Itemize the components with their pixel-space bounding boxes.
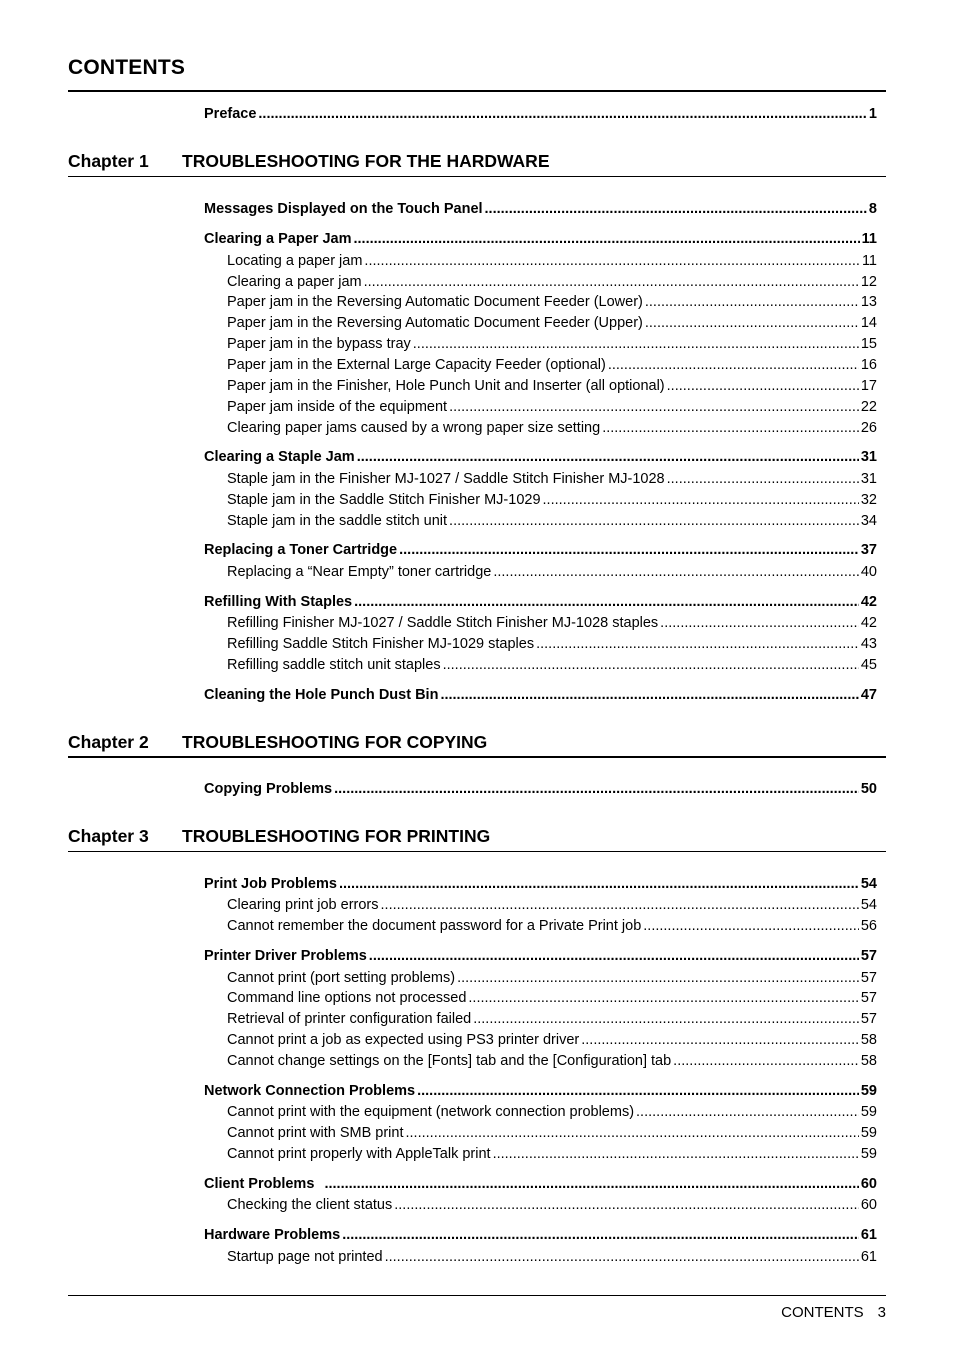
toc-subentry[interactable] bbox=[227, 1249, 877, 1265]
toc-page-number: 47 bbox=[860, 687, 877, 703]
toc-entry-label: Clearing a Paper Jam bbox=[204, 231, 352, 247]
toc-page-number: 59 bbox=[860, 1146, 877, 1162]
toc-entry-label: Clearing a Staple Jam bbox=[204, 449, 355, 465]
dot-leader bbox=[473, 1011, 859, 1027]
dot-leader bbox=[543, 492, 859, 508]
toc-subentry[interactable] bbox=[227, 918, 877, 934]
footer-page-number: 3 bbox=[877, 1304, 886, 1321]
toc-page-number: 34 bbox=[860, 513, 877, 529]
toc-entry-label: Printer Driver Problems bbox=[204, 948, 367, 964]
toc-entry-label: Cannot change settings on the [Fonts] tab and the [Configuration] tab bbox=[227, 1053, 672, 1069]
dot-leader bbox=[468, 990, 858, 1006]
toc-entry-label: Clearing paper jams caused by a wrong paper size setting bbox=[227, 420, 601, 436]
toc-page-number: 13 bbox=[860, 294, 877, 310]
dot-leader bbox=[660, 615, 859, 631]
toc-subentry[interactable] bbox=[227, 1011, 877, 1027]
toc-subentry[interactable] bbox=[227, 1104, 877, 1120]
toc-entry-label: Network Connection Problems bbox=[204, 1083, 416, 1099]
toc-subentry[interactable] bbox=[227, 1032, 877, 1048]
dot-leader bbox=[536, 636, 859, 652]
toc-subentry[interactable] bbox=[227, 615, 877, 631]
toc-entry-label: Startup page not printed bbox=[227, 1249, 383, 1265]
toc-page-number: 42 bbox=[860, 594, 877, 610]
footer-label: CONTENTS bbox=[781, 1304, 864, 1321]
dot-leader bbox=[399, 542, 859, 558]
toc-entry-label: Refilling Finisher MJ-1027 / Saddle Stitch Finisher MJ-1028 staples bbox=[227, 615, 659, 631]
toc-page-number: 57 bbox=[860, 970, 877, 986]
toc-page-number: 42 bbox=[860, 615, 877, 631]
toc-entry-label: Messages Displayed on the Touch Panel bbox=[204, 201, 483, 217]
toc-entry-label: Cannot print with SMB print bbox=[227, 1125, 404, 1141]
toc-page-number: 45 bbox=[860, 657, 877, 673]
toc-page-number: 14 bbox=[860, 315, 877, 331]
toc-page-number: 15 bbox=[860, 336, 877, 352]
toc-section[interactable] bbox=[204, 876, 877, 892]
toc-entry-label: Clearing print job errors bbox=[227, 897, 379, 913]
dot-leader bbox=[354, 594, 859, 610]
dot-leader bbox=[443, 657, 859, 673]
dot-leader bbox=[493, 1146, 859, 1162]
toc-page-number: 58 bbox=[860, 1032, 877, 1048]
toc-entry-label: Staple jam in the saddle stitch unit bbox=[227, 513, 448, 529]
toc-section[interactable] bbox=[204, 1227, 877, 1243]
toc-entry-label: Replacing a Toner Cartridge bbox=[204, 542, 398, 558]
toc-entry-label: Retrieval of printer configuration failed bbox=[227, 1011, 472, 1027]
toc-page-number: 59 bbox=[860, 1125, 877, 1141]
toc-page-number: 54 bbox=[860, 897, 877, 913]
toc-entry-label: Paper jam inside of the equipment bbox=[227, 399, 448, 415]
dot-leader bbox=[364, 253, 860, 269]
dot-leader bbox=[643, 918, 859, 934]
toc-subentry[interactable] bbox=[227, 336, 877, 352]
toc-page-number: 59 bbox=[860, 1104, 877, 1120]
toc-subentry[interactable] bbox=[227, 294, 877, 310]
dot-leader bbox=[357, 449, 859, 465]
toc-entry-label: Cannot print a job as expected using PS3 printer driver bbox=[227, 1032, 580, 1048]
dot-leader bbox=[354, 231, 860, 247]
chapter-rule bbox=[68, 176, 886, 177]
dot-leader bbox=[406, 1125, 859, 1141]
dot-leader bbox=[493, 564, 859, 580]
toc-page-number: 22 bbox=[860, 399, 877, 415]
toc-subentry[interactable] bbox=[227, 357, 877, 373]
chapter-number: Chapter 1 bbox=[68, 151, 149, 171]
dot-leader bbox=[667, 471, 859, 487]
toc-section[interactable] bbox=[204, 231, 877, 247]
toc-page-number: 57 bbox=[860, 948, 877, 964]
toc-section[interactable] bbox=[204, 201, 877, 217]
dot-leader bbox=[413, 336, 859, 352]
toc-page-number: 58 bbox=[860, 1053, 877, 1069]
toc-entry-label: Cannot remember the document password for a Private Print job bbox=[227, 918, 642, 934]
toc-page-number: 1 bbox=[868, 106, 877, 122]
toc-subentry[interactable] bbox=[227, 274, 877, 290]
chapter-rule bbox=[68, 756, 886, 758]
chapter-title: TROUBLESHOOTING FOR COPYING bbox=[182, 732, 488, 752]
dot-leader bbox=[369, 948, 859, 964]
toc-section[interactable] bbox=[204, 1083, 877, 1099]
toc-section[interactable] bbox=[204, 594, 877, 610]
toc-page-number: 57 bbox=[860, 1011, 877, 1027]
toc-page-number: 43 bbox=[860, 636, 877, 652]
toc-entry-label: Staple jam in the Saddle Stitch Finisher MJ-1029 bbox=[227, 492, 541, 508]
toc-page-number: 40 bbox=[860, 564, 877, 580]
toc-subentry[interactable] bbox=[227, 492, 877, 508]
toc-entry-label: Hardware Problems bbox=[204, 1227, 341, 1243]
toc-page-number: 16 bbox=[860, 357, 877, 373]
toc-subentry[interactable] bbox=[227, 420, 877, 436]
toc-entry-label: Paper jam in the bypass tray bbox=[227, 336, 411, 352]
toc-subentry[interactable] bbox=[227, 399, 877, 415]
toc-entry-label: Refilling With Staples bbox=[204, 594, 353, 610]
toc-entry-label: Cannot print (port setting problems) bbox=[227, 970, 456, 986]
toc-subentry[interactable] bbox=[227, 1125, 877, 1141]
toc-entry-label: Cannot print with the equipment (network connection problems) bbox=[227, 1104, 635, 1120]
dot-leader bbox=[645, 294, 859, 310]
toc-entry-label: Locating a paper jam bbox=[227, 253, 363, 269]
toc-page-number: 57 bbox=[860, 990, 877, 1006]
toc-page-number: 11 bbox=[861, 231, 877, 247]
toc-entry-label: Copying Problems bbox=[204, 781, 333, 797]
dot-leader bbox=[394, 1197, 859, 1213]
toc-page-number: 11 bbox=[861, 253, 877, 269]
dot-leader bbox=[581, 1032, 859, 1048]
toc-subentry[interactable] bbox=[227, 1053, 877, 1069]
chapter-heading-1 bbox=[68, 151, 550, 172]
dot-leader bbox=[645, 315, 859, 331]
chapter-number: Chapter 2 bbox=[68, 732, 149, 752]
page-title: CONTENTS bbox=[68, 56, 186, 79]
toc-page-number: 17 bbox=[860, 378, 877, 394]
toc-entry-label: Refilling saddle stitch unit staples bbox=[227, 657, 441, 673]
toc-section[interactable] bbox=[204, 687, 877, 703]
dot-leader bbox=[673, 1053, 859, 1069]
toc-entry-label: Replacing a “Near Empty” toner cartridge bbox=[227, 564, 492, 580]
dot-leader bbox=[417, 1083, 859, 1099]
toc-section[interactable] bbox=[204, 1176, 877, 1192]
toc-page-number: 61 bbox=[860, 1227, 877, 1243]
chapter-number: Chapter 3 bbox=[68, 826, 149, 846]
toc-entry-label: Clearing a paper jam bbox=[227, 274, 362, 290]
toc-subentry[interactable] bbox=[227, 1197, 877, 1213]
toc-section[interactable] bbox=[204, 542, 877, 558]
toc-section[interactable] bbox=[204, 948, 877, 964]
toc-page-number: 12 bbox=[860, 274, 877, 290]
toc-page-number: 56 bbox=[860, 918, 877, 934]
toc-page-number: 61 bbox=[860, 1249, 877, 1265]
chapter-heading-2 bbox=[68, 732, 487, 753]
toc-section[interactable] bbox=[204, 449, 877, 465]
toc-entry-preface[interactable] bbox=[204, 106, 877, 122]
toc-page-number: 31 bbox=[860, 449, 877, 465]
dot-leader bbox=[342, 1227, 859, 1243]
toc-subentry[interactable] bbox=[227, 1146, 877, 1162]
toc-page-number: 31 bbox=[860, 471, 877, 487]
page-footer bbox=[781, 1304, 886, 1321]
toc-page-number: 50 bbox=[860, 781, 877, 797]
toc-page-number: 26 bbox=[860, 420, 877, 436]
toc-subentry[interactable] bbox=[227, 471, 877, 487]
toc-page-number: 59 bbox=[860, 1083, 877, 1099]
title-rule bbox=[68, 90, 886, 92]
toc-entry-label: Paper jam in the External Large Capacity Feeder (optional) bbox=[227, 357, 606, 373]
toc-subentry[interactable] bbox=[227, 564, 877, 580]
dot-leader bbox=[385, 1249, 859, 1265]
dot-leader bbox=[381, 897, 859, 913]
dot-leader bbox=[485, 201, 867, 217]
toc-entry-label: Checking the client status bbox=[227, 1197, 393, 1213]
dot-leader bbox=[339, 876, 859, 892]
toc-subentry[interactable] bbox=[227, 990, 877, 1006]
toc-page-number: 37 bbox=[860, 542, 877, 558]
toc-subentry[interactable] bbox=[227, 378, 877, 394]
toc-entry-label: Preface bbox=[204, 106, 257, 122]
toc-page-number: 8 bbox=[868, 201, 877, 217]
toc-entry-label: Cannot print properly with AppleTalk print bbox=[227, 1146, 491, 1162]
toc-subentry[interactable] bbox=[227, 970, 877, 986]
toc-entry-label: Command line options not processed bbox=[227, 990, 467, 1006]
dot-leader bbox=[324, 1176, 858, 1192]
toc-entry-label: Staple jam in the Finisher MJ-1027 / Saddle Stitch Finisher MJ-1028 bbox=[227, 471, 665, 487]
chapter-heading-3 bbox=[68, 826, 490, 847]
toc-entry-label: Paper jam in the Reversing Automatic Document Feeder (Lower) bbox=[227, 294, 643, 310]
dot-leader bbox=[449, 513, 859, 529]
dot-leader bbox=[334, 781, 859, 797]
footer-rule bbox=[68, 1295, 886, 1296]
dot-leader bbox=[608, 357, 859, 373]
toc-section[interactable] bbox=[204, 781, 877, 797]
toc-subentry[interactable] bbox=[227, 657, 877, 673]
dot-leader bbox=[449, 399, 859, 415]
toc-subentry[interactable] bbox=[227, 897, 877, 913]
toc-subentry[interactable] bbox=[227, 636, 877, 652]
chapter-rule bbox=[68, 851, 886, 852]
toc-subentry[interactable] bbox=[227, 253, 877, 269]
dot-leader bbox=[667, 378, 859, 394]
toc-entry-label: Paper jam in the Reversing Automatic Document Feeder (Upper) bbox=[227, 315, 643, 331]
toc-entry-label: Paper jam in the Finisher, Hole Punch Unit and Inserter (all optional) bbox=[227, 378, 665, 394]
chapter-title: TROUBLESHOOTING FOR PRINTING bbox=[182, 826, 491, 846]
chapter-title: TROUBLESHOOTING FOR THE HARDWARE bbox=[182, 151, 550, 171]
dot-leader bbox=[258, 106, 867, 122]
dot-leader bbox=[440, 687, 858, 703]
toc-page-number: 60 bbox=[860, 1176, 877, 1192]
toc-subentry[interactable] bbox=[227, 315, 877, 331]
toc-entry-label: Print Job Problems bbox=[204, 876, 337, 892]
toc-page-number: 60 bbox=[860, 1197, 877, 1213]
toc-entry-label: Client Problems bbox=[204, 1176, 323, 1192]
dot-leader bbox=[457, 970, 859, 986]
toc-entry-label: Cleaning the Hole Punch Dust Bin bbox=[204, 687, 439, 703]
dot-leader bbox=[364, 274, 859, 290]
toc-entry-label: Refilling Saddle Stitch Finisher MJ-1029 staples bbox=[227, 636, 535, 652]
dot-leader bbox=[636, 1104, 859, 1120]
dot-leader bbox=[602, 420, 859, 436]
toc-page-number: 32 bbox=[860, 492, 877, 508]
toc-page-number: 54 bbox=[860, 876, 877, 892]
toc-subentry[interactable] bbox=[227, 513, 877, 529]
